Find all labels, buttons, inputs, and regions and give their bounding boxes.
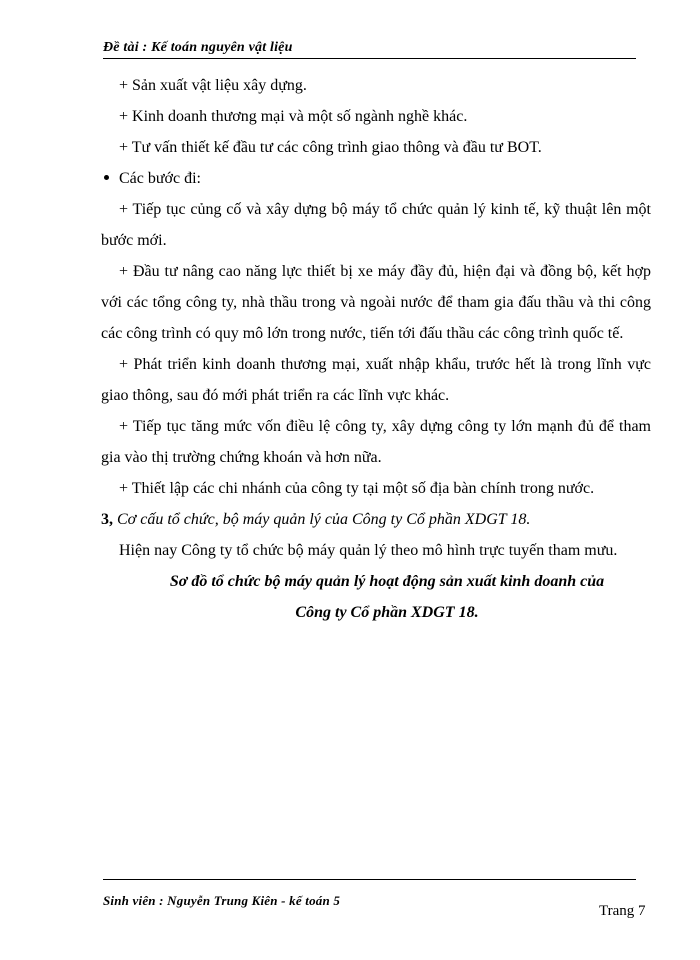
footer-author: Sinh viên : Nguyễn Trung Kiên - kế toán 5 xyxy=(103,893,341,908)
bullet-item xyxy=(101,163,651,194)
list-item: + Tư vấn thiết kế đầu tư các công trình giao thông và đầu tư BOT. xyxy=(119,139,542,156)
bullet-icon xyxy=(104,175,109,180)
diagram-title-line-1: Sơ đồ tổ chức bộ máy quản lý hoạt động sản xuất kinh doanh của xyxy=(169,573,605,590)
step-paragraph: + Phát triển kinh doanh thương mại, xuất nhập khẩu, trước hết là trong lĩnh vực giao thông, sau đó mới phát triển ra các lĩnh vực khác. xyxy=(101,356,651,404)
step-paragraph: + Thiết lập các chi nhánh của công ty tại một số địa bàn chính trong nước. xyxy=(119,480,595,497)
step-paragraph: + Tiếp tục củng cố và xây dựng bộ máy tổ chức quản lý kinh tế, kỹ thuật lên một bước mới. xyxy=(101,201,651,249)
document-body xyxy=(101,70,651,628)
step-paragraph: + Tiếp tục tăng mức vốn điều lệ công ty, xây dựng công ty lớn mạnh đủ để tham gia vào thị trường chứng khoán và hơn nữa. xyxy=(101,418,651,466)
section-title: Cơ cấu tổ chức, bộ máy quản lý của Công ty Cổ phần XDGT 18. xyxy=(117,511,531,528)
section-heading xyxy=(101,504,651,535)
page-header-title: Đề tài : Kế toán nguyên vật liệu xyxy=(103,40,293,55)
intro-paragraph: Hiện nay Công ty tổ chức bộ máy quản lý theo mô hình trực tuyến tham mưu. xyxy=(119,542,618,559)
step-paragraph: + Đầu tư nâng cao năng lực thiết bị xe máy đầy đủ, hiện đại và đồng bộ, kết hợp với các tổng công ty, nhà thầu trong và ngoài nước để tham gia đấu thầu và thi công các công trình có quy mô lớn trong nước, tiến tới đấu thầu các công trình quốc tế. xyxy=(101,263,651,342)
bullet-label: Các bước đi: xyxy=(119,170,201,187)
diagram-title-line-2: Công ty Cổ phần XDGT 18. xyxy=(295,604,479,621)
header-divider xyxy=(103,58,636,59)
list-item: + Kinh doanh thương mại và một số ngành nghề khác. xyxy=(119,108,468,125)
list-item: + Sản xuất vật liệu xây dựng. xyxy=(119,77,307,94)
page-number: Trang 7 xyxy=(599,903,646,919)
footer-divider xyxy=(103,879,636,880)
section-number: 3, xyxy=(101,511,113,528)
